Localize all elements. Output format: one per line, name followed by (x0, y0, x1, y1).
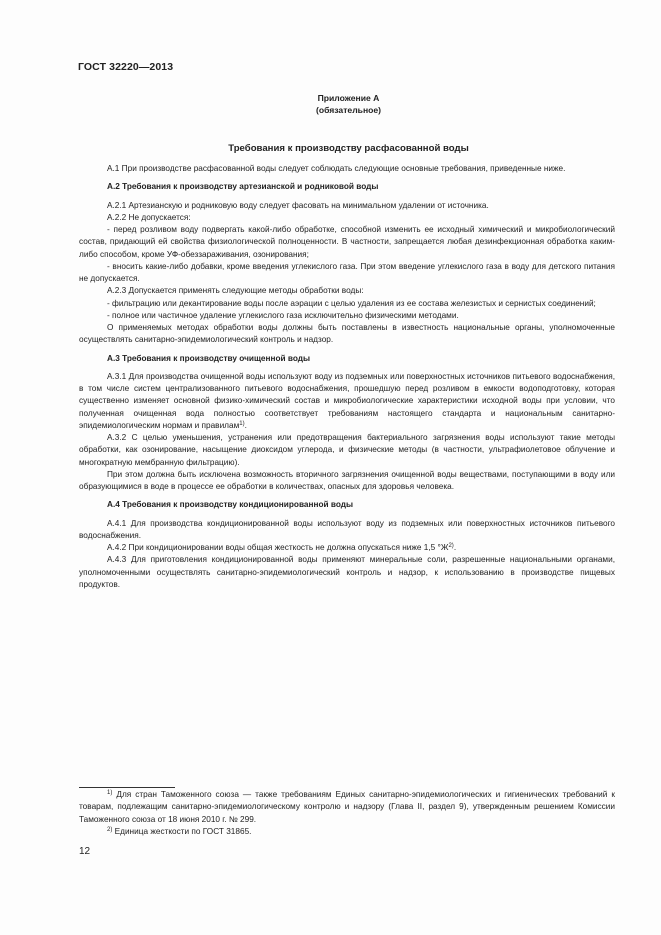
paragraph-text: А.4.3 Для приготовления кондиционированной воды применяют минеральные соли, разрешенные национальными органами, уполномоченными осуществлять санитарно-эпидемиологический контроль и надзор, к использованию в производстве пищевых продуктов. (79, 555, 615, 589)
paragraph (79, 542, 615, 554)
paragraph-text: - полное или частичное удаление углекислого газа исключительно физическими методами. (107, 310, 459, 320)
paragraph-text: - вносить какие-либо добавки, кроме введения углекислого газа. При этом введение углекислого газа в воду для детского питания не допускается. (79, 261, 615, 283)
section-title: Требования к производству расфасованной воды (228, 143, 469, 154)
footnote-text: Для стран Таможенного союза — также требованиям Единых санитарно-эпидемиологических и гигиенических требований к товарам, подлежащим санитарно-эпидемиологическому контролю и надзору (Глава II, раздел 9), утвержденным решением Комиссии Таможенного союза от 18 июня 2010 г. № 299. (79, 790, 615, 824)
paragraph-text: - перед розливом воду подвергать какой-либо обработке, способной изменить ее исходный химический и микробиологический состав, придающий ей свойства физиологической полноценности. В частности, запрещается любая дезинфекционная обработка каким-либо способом, кроме УФ-обеззараживания, озонирования; (79, 225, 615, 259)
footnote-text: Единица жесткости по ГОСТ 31865. (112, 826, 252, 836)
paragraph-text: А.2.2 Не допускается: (107, 212, 191, 222)
paragraph-text: О применяемых методах обработки воды должны быть поставлены в известность национальные органы, уполномоченные осуществлять санитарно-эпидемиологический контроль и надзор. (79, 323, 615, 345)
footnote-mark: 2) (107, 826, 113, 833)
footnote-reference: 2) (448, 543, 454, 549)
paragraph-text: А.4.1 Для производства кондиционированной воды используют воду из подземных или поверхностных источников питьевого водоснабжения. (79, 518, 615, 540)
paragraph-text: А.4.2 При кондиционировании воды общая жесткость не должна опускаться ниже 1,5 °Ж (107, 543, 449, 552)
paragraph (79, 518, 615, 543)
footnote-divider (79, 787, 175, 788)
paragraph (79, 200, 615, 212)
paragraph (79, 310, 615, 322)
paragraph (79, 322, 615, 347)
paragraph (79, 298, 615, 310)
section-heading (79, 353, 615, 365)
footnote-mark: 1) (107, 790, 113, 796)
paragraph-text: А.1 При производстве расфасованной воды следует соблюдать следующие основные требования, приведенные ниже. (107, 164, 566, 173)
paragraph-text: При этом должна быть исключена возможность вторичного загрязнения очищенной воды веществами, поступающими в воду или образующимися в воде в процессе ее обработки в количествах, опасных для здоровья человека. (79, 469, 615, 491)
paragraph-text: - фильтрацию или декантирование воды после аэрации с целью удаления из ее состава железистых и сернистых соединений; (107, 298, 596, 308)
paragraph (79, 371, 615, 432)
paragraph-text: А.2.3 Допускается применять следующие методы обработки воды: (107, 286, 364, 296)
standard-header: ГОСТ 32220—2013 (78, 61, 174, 73)
appendix-title: Приложение А (317, 93, 380, 103)
appendix-status: (обязательное) (315, 105, 382, 115)
document-body (79, 163, 615, 591)
paragraph (79, 224, 615, 261)
paragraph-text-tail: . (453, 543, 457, 552)
appendix-label (0, 92, 661, 116)
paragraph (79, 554, 615, 591)
paragraph (79, 261, 615, 286)
footnote (79, 789, 615, 826)
footnotes (79, 787, 615, 838)
paragraph (79, 469, 615, 494)
section-heading (79, 181, 615, 193)
paragraph-text: А.2 Требования к производству артезианской и родниковой воды (107, 182, 379, 192)
footnote (79, 826, 615, 838)
footnote-reference: 1) (239, 420, 245, 427)
section-heading (79, 499, 615, 511)
paragraph-text: А.3 Требования к производству очищенной воды (107, 353, 311, 363)
paragraph (79, 163, 615, 175)
paragraph-text: А.4 Требования к производству кондиционированной воды (107, 500, 354, 510)
paragraph (79, 285, 615, 297)
page-number: 12 (79, 846, 91, 857)
paragraph-text: А.2.1 Артезианскую и родниковую воду следует фасовать на минимальном удалении от источника. (107, 200, 489, 210)
paragraph (79, 432, 615, 469)
paragraph (79, 212, 615, 224)
paragraph-text-tail: . (244, 420, 247, 430)
paragraph-text: А.3.2 С целью уменьшения, устранения или предотвращения бактериального загрязнения воды используют такие методы обработки, как озонирование, насыщение диоксидом углерода, и физические методы (в частности, ультрафиолетовое облучение и многократную мембранную фильтрацию). (79, 433, 615, 467)
paragraph-text: А.3.1 Для производства очищенной воды используют воду из подземных или поверхностных источников питьевого водоснабжения, в том числе систем централизованного питьевого водоснабжения, прошедшую перед розливом в емкости водоподготовку, которая существенно изменяет основной физико-химический состав и микробиологические характеристики исходной воды при условии, что полученная очищенная вода полностью соответствует требованиям настоящего стандарта и национальным санитарно-эпидемиологическим нормам и правилам (79, 371, 615, 430)
